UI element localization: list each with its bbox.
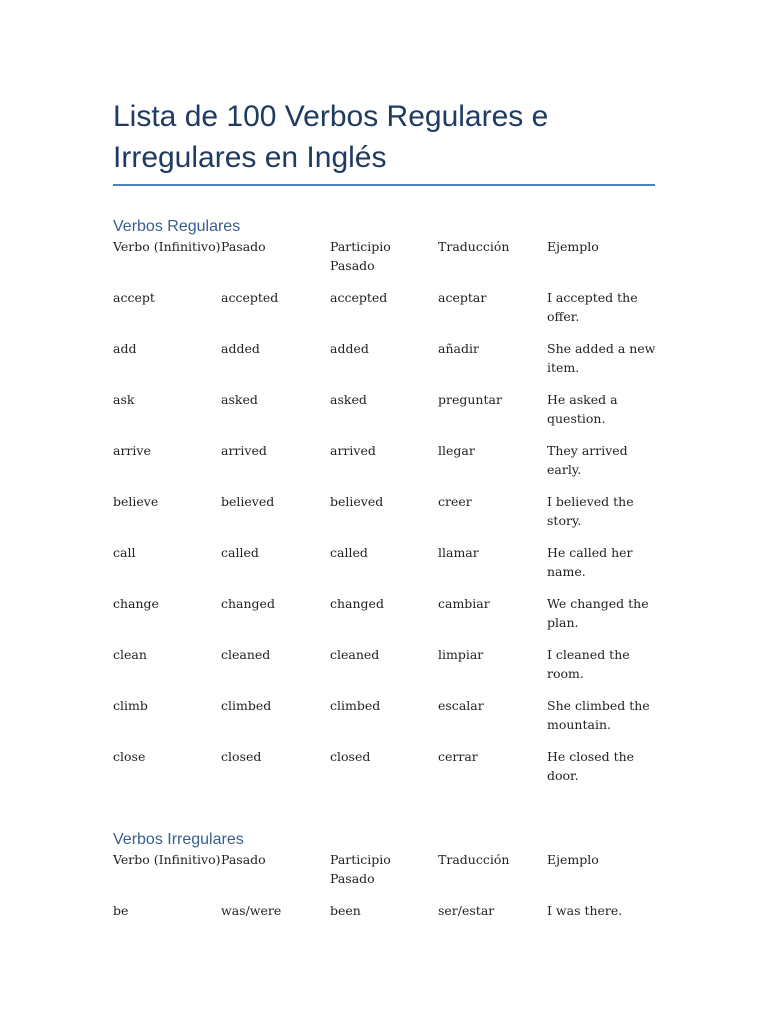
past-cell: changed (221, 596, 275, 611)
regular-verbs-table (113, 237, 658, 798)
verb-cell: ask (113, 392, 135, 407)
past-cell: arrived (221, 443, 267, 458)
table-row (113, 339, 658, 390)
past-cell: accepted (221, 290, 279, 305)
regular-verbs-body (113, 237, 658, 798)
verb-cell: accept (113, 290, 155, 305)
table-row (113, 288, 658, 339)
verb-cell: arrive (113, 443, 151, 458)
irregular-verbs-table (113, 850, 658, 952)
participle-cell: asked (330, 392, 367, 407)
translation-cell: cerrar (438, 749, 478, 764)
participle-cell: added (330, 341, 369, 356)
past-cell: believed (221, 494, 275, 509)
participle-cell: closed (330, 749, 371, 764)
column-header-translation: Traducción (438, 852, 510, 867)
table-row (113, 747, 658, 798)
translation-cell: ser/estar (438, 903, 495, 918)
example-cell: I cleaned the room. (547, 647, 630, 681)
translation-cell: escalar (438, 698, 484, 713)
translation-cell: llamar (438, 545, 479, 560)
example-cell: I accepted the offer. (547, 290, 638, 324)
column-header-translation: Traducción (438, 239, 510, 254)
example-cell: We changed the plan. (547, 596, 649, 630)
example-cell: I believed the story. (547, 494, 634, 528)
verb-cell: change (113, 596, 159, 611)
example-cell: He asked a question. (547, 392, 618, 426)
example-cell: She added a new item. (547, 341, 656, 375)
example-cell: She climbed the mountain. (547, 698, 650, 732)
verb-cell: close (113, 749, 146, 764)
table-row (113, 492, 658, 543)
example-cell: He called her name. (547, 545, 633, 579)
participle-cell: believed (330, 494, 384, 509)
past-cell: closed (221, 749, 262, 764)
title-line-1: Lista de 100 Verbos Regulares e (113, 100, 549, 133)
translation-cell: limpiar (438, 647, 484, 662)
title-line-2: Irregulares en Inglés (113, 141, 387, 174)
column-header-participle: Participio Pasado (330, 239, 391, 273)
participle-cell: called (330, 545, 368, 560)
document-page (113, 96, 658, 952)
table-row (113, 901, 658, 952)
translation-cell: preguntar (438, 392, 502, 407)
verb-cell: add (113, 341, 137, 356)
table-row (113, 645, 658, 696)
participle-cell: changed (330, 596, 384, 611)
title-underline (113, 184, 655, 186)
column-header-past: Pasado (221, 852, 266, 867)
participle-cell: arrived (330, 443, 376, 458)
section-heading-irregular: Verbos Irregulares (113, 831, 244, 848)
irregular-verbs-body (113, 850, 658, 952)
translation-cell: añadir (438, 341, 479, 356)
participle-cell: accepted (330, 290, 388, 305)
column-header-verb: Verbo (Infinitivo) (113, 239, 221, 254)
table-row (113, 390, 658, 441)
translation-cell: cambiar (438, 596, 490, 611)
translation-cell: creer (438, 494, 472, 509)
table-row (113, 594, 658, 645)
past-cell: was/were (221, 903, 282, 918)
document-title (113, 96, 658, 184)
past-cell: asked (221, 392, 258, 407)
table-row (113, 696, 658, 747)
past-cell: called (221, 545, 259, 560)
participle-cell: cleaned (330, 647, 380, 662)
verb-cell: call (113, 545, 136, 560)
translation-cell: aceptar (438, 290, 487, 305)
column-header-example: Ejemplo (547, 239, 599, 254)
example-cell: I was there. (547, 903, 623, 918)
participle-cell: climbed (330, 698, 381, 713)
past-cell: cleaned (221, 647, 271, 662)
example-cell: He closed the door. (547, 749, 635, 783)
section-heading-regular: Verbos Regulares (113, 218, 241, 235)
table-row (113, 543, 658, 594)
table-header-row (113, 237, 658, 288)
past-cell: added (221, 341, 260, 356)
verb-cell: clean (113, 647, 147, 662)
table-row (113, 441, 658, 492)
example-cell: They arrived early. (547, 443, 628, 477)
column-header-example: Ejemplo (547, 852, 599, 867)
column-header-past: Pasado (221, 239, 266, 254)
translation-cell: llegar (438, 443, 475, 458)
participle-cell: been (330, 903, 361, 918)
verb-cell: climb (113, 698, 148, 713)
table-header-row (113, 850, 658, 901)
column-header-participle: Participio Pasado (330, 852, 391, 886)
column-header-verb: Verbo (Infinitivo) (113, 852, 221, 867)
verb-cell: be (113, 903, 129, 918)
verb-cell: believe (113, 494, 159, 509)
past-cell: climbed (221, 698, 272, 713)
